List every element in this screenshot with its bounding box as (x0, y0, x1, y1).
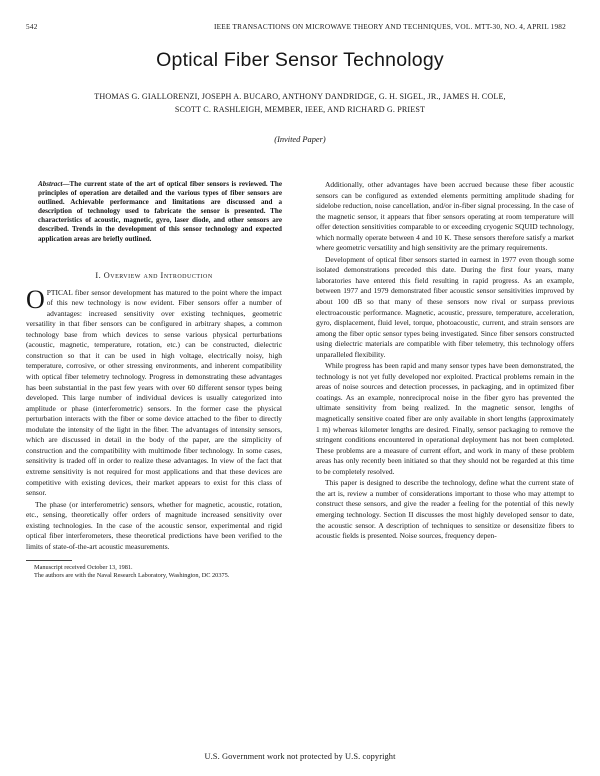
abstract (38, 180, 282, 244)
abstract-lead: Abstract (38, 180, 63, 188)
body-paragraph (26, 284, 282, 499)
body-paragraph: Development of optical fiber sensors started in earnest in 1977 even though some isolated demonstrations preceded this date. During the first four years, many laboratories have entered this field resulting in rapid progress. As an example, between 1977 and 1979 demonstrated fiber acoustic sensor sensitivities improved by about 100 dB so that many of these sensors now rival or surpass previous electroacoustic performance. Magnetic, acoustic, pressure, temperature, acceleration, gyro, displacement, fluid level, torque, photoacoustic, current, and strain sensors are among the fiber optic sensor types being investigated. Since fiber sensors constructed using dielectric materials are compatible with fiber telemetry, this technology offers unparalleled flexibility. (316, 254, 574, 359)
paper-title: Optical Fiber Sensor Technology (156, 49, 444, 71)
body-paragraph: Additionally, other advantages have been accrued because these fiber acoustic sensors can be configured as extended elements permitting amplitude shading for sidelobe reduction, noise cancellation, and/or in-fiber signal processing. In the case of the magnetic sensor, it appears that fiber sensors operating at room temperature will offer detection sensitivities comparable to or exceeding cryogenic SQUID technology, which normally operate between 4 and 10 K. These sensors therefore satisfy a market where geometric versatility and high sensitivity are the primary requirements. (316, 180, 574, 253)
journal-header: IEEE TRANSACTIONS ON MICROWAVE THEORY AND TECHNIQUES, VOL. MTT-30, NO. 4, APRIL 1982 (214, 22, 566, 31)
copyright-notice: U.S. Government work not protected by U.S. copyright (204, 752, 396, 761)
body-paragraph: While progress has been rapid and many sensor types have been demonstrated, the technology is not yet fully developed nor exploited. Practical problems remain in the areas of noise sources and detection processes, in packaging, and in optimized fiber coatings. As an example, nonreciprocal noise in the fiber gyro has prevented the ultimate sensitivity from being realized. In the magnetic sensor, lengths of magnetically sensitive coated fiber are only available in short lengths (approximately 1 m) whereas kilometer lengths are desired. Finally, sensor packaging to remove the stringent conditions encountered in operational deployment has not been completed. These problems are a measure of current effort, and work in many of these problem areas has only recently been initiated so that they should not be regarded at this time to be completely resolved. (316, 361, 574, 476)
right-column (316, 180, 574, 542)
body-paragraph: The phase (or interferometric) sensors, whether for magnetic, acoustic, rotation, etc., sensing, theoretically offer orders of magnitude increased sensitivity over existing technologies. In the case of the acoustic sensor, experimental and rigid optical fiber interferometers, these theoretical predictions have been verified to the limits of state-of-the-art acoustic measurements. (26, 499, 282, 551)
author-line: THOMAS G. GIALLORENZI, JOSEPH A. BUCARO, ANTHONY DANDRIDGE, G. H. SIGEL, JR., JAMES H. COLE, (94, 92, 506, 101)
drop-cap: O (26, 284, 45, 314)
footnote: The authors are with the Naval Research Laboratory, Washington, DC 20375. (34, 572, 230, 580)
left-column (26, 180, 282, 580)
footnote: Manuscript received October 13, 1981. (34, 564, 133, 572)
section-heading: I. Overview and Introduction (95, 270, 213, 280)
paragraph-text: PTICAL fiber sensor development has matured to the point where the impact of this new technology is now evident. Fiber sensors offer a number of advantages: increased sensitivity over existing techniques, geometric versatility in that fiber sensors can be configured in arbitrary shapes, a common technology base from which devices to sense various physical perturbations (acoustic, magnetic, temperature, rotation, etc.) can be constructed, dielectric construction so that it can be used in high voltage, electrically noisy, high temperature, corrosive, or other stressing environments, and inherent compatibility with optical fiber telemetry technology. Progress in demonstrating these advantages has been substantial in the past few years with over 60 different sensor types being developed. This large number of individual devices is usually categorized into amplitude or phase (interferometric) sensors. In the former case the physical perturbation interacts with the fiber or some device attached to the fiber to directly modulate the intensity of the light in the fiber. The advantages of intensity sensors, which are discussed in detail in the body of the paper, are the simplicity of construction and the compatibility with multimode fiber technology. In some cases, sensitivity is traded off in order to realize these advantages. In view of the fact that extreme sensitivity is not required for most applications and that these devices are competitive with existing devices, their market appears to exist for this class of sensor. (26, 287, 282, 498)
paper-type: (Invited Paper) (274, 135, 326, 144)
author-list (60, 91, 540, 116)
author-line: SCOTT C. RASHLEIGH, MEMBER, IEEE, AND RICHARD G. PRIEST (174, 104, 426, 114)
footnote-divider (26, 560, 72, 561)
abstract-text: —The current state of the art of optical fiber sensors is reviewed. The principles of operation are detailed and the various types of fiber sensors are outlined. Achievable performance and limitations are discussed and a description of technology used to fabricate the sensor is presented. The characteristics of acoustic, magnetic, gyro, laser diode, and other sensors are described. Trends in the development of this sensor technology and expected application areas are briefly outlined. (38, 180, 282, 243)
body-paragraph: This paper is designed to describe the technology, define what the current state of the art is, review a number of considerations important to those who may attempt to construct these sensors, and give the reader a feeling for the potential of this newly emerging technology. Section II discusses the most highly developed sensor to date, the acoustic sensor. A description of techniques to sensitize or desensitize fibers to acoustic fields is presented. Noise sources, frequency depen- (316, 478, 574, 541)
page-number: 542 (26, 22, 38, 31)
